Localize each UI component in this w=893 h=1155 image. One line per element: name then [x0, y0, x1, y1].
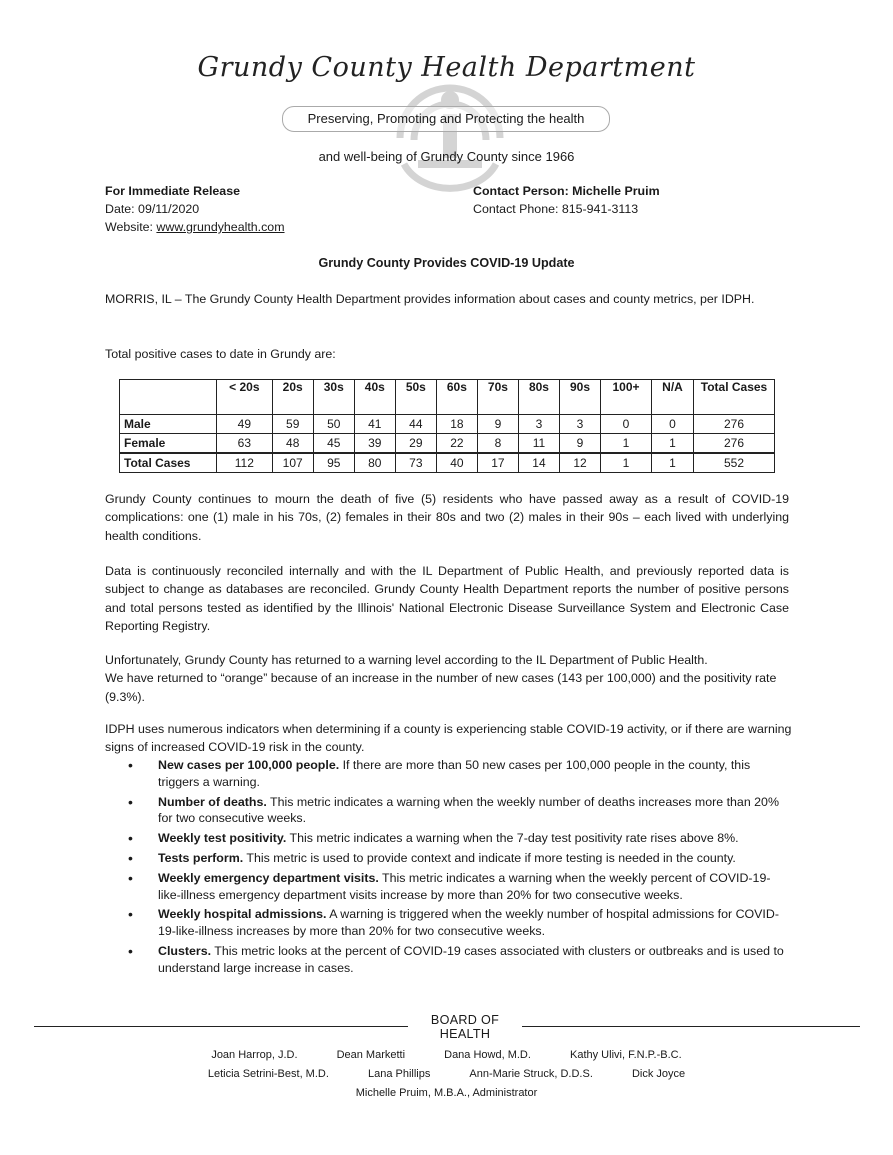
table-header-row	[120, 380, 775, 415]
table-header-cell: 60s	[436, 380, 477, 415]
table-header-cell: 70s	[477, 380, 518, 415]
bullet-title: New cases per 100,000 people.	[158, 758, 340, 772]
board-member: Lana Phillips	[367, 1068, 431, 1080]
table-row-male	[120, 415, 775, 434]
bullet-icon: •	[128, 757, 133, 773]
bullet-title: Weekly test positivity.	[158, 831, 287, 846]
board-member: Dick Joyce	[631, 1068, 686, 1080]
table-cell: 552	[694, 453, 775, 473]
intro-paragraph: MORRIS, IL – The Grundy County Health Department provides information about cases and county metrics, per IDPH.	[105, 292, 755, 306]
bullet-text: This metric looks at the percent of COVID-19 cases associated with clusters or outbreaks and is used to understand large increase in cases.	[158, 943, 784, 975]
board-member: Leticia Setrini-Best, M.D.	[207, 1068, 329, 1080]
warning-paragraph	[105, 651, 805, 706]
board-member: Kathy Ulivi, F.N.P.-B.C.	[570, 1049, 682, 1061]
administrator: Michelle Pruim, M.B.A., Administrator	[355, 1087, 538, 1099]
list-item	[128, 850, 793, 867]
table-cell: 8	[477, 434, 518, 454]
table-cell: 49	[217, 415, 273, 434]
indicator-list	[128, 757, 793, 980]
divider-line-left	[34, 1026, 408, 1027]
table-cell: 9	[560, 434, 601, 454]
row-label: Male	[120, 415, 217, 434]
table-cell: 1	[651, 434, 693, 454]
bullet-icon: •	[128, 869, 133, 886]
board-members-row-2	[0, 1068, 893, 1080]
table-cell: 40	[436, 453, 477, 473]
table-cell: 276	[694, 434, 775, 454]
table-header-cell: 40s	[354, 380, 395, 415]
table-cell: 39	[354, 434, 395, 454]
bullet-title: Tests perform.	[158, 850, 244, 865]
warning-line-2: We have returned to “orange” because of an increase in the number of new cases (143 per 100,000) and the positivity rate (9.3%).	[105, 671, 777, 704]
bullet-icon: •	[128, 906, 133, 923]
bullet-text: This metric indicates a warning when the 7-day test positivity rate rises above 8%.	[286, 831, 739, 846]
table-cell: 17	[477, 453, 518, 473]
table-row-female	[120, 434, 775, 454]
list-item	[128, 943, 793, 977]
table-cell: 1	[651, 453, 693, 473]
table-header-cell: < 20s	[217, 380, 273, 415]
table-cell: 50	[313, 415, 354, 434]
table-header-cell: 50s	[395, 380, 436, 415]
list-item	[128, 906, 793, 940]
table-header-cell: 80s	[518, 380, 559, 415]
board-of-health-label: BOARD OF HEALTH	[430, 1013, 500, 1041]
row-label: Female	[120, 434, 217, 454]
website-link[interactable]: www.grundyhealth.com	[156, 220, 285, 234]
board-member: Joan Harrop, J.D.	[211, 1049, 298, 1061]
warning-line-1: Unfortunately, Grundy County has returned to a warning level according to the IL Department of Public Health.	[105, 653, 708, 667]
divider-line-right	[522, 1026, 860, 1027]
table-cell: 59	[272, 415, 313, 434]
table-cell: 45	[313, 434, 354, 454]
contact-person: Contact Person: Michelle Pruim	[473, 184, 660, 198]
headline: Grundy County Provides COVID-19 Update	[318, 256, 575, 270]
immediate-release-label: For Immediate Release	[105, 184, 240, 198]
cases-by-age-table	[119, 379, 775, 473]
department-title: Grundy County Health Department	[197, 52, 696, 83]
table-cell: 1	[601, 434, 652, 454]
table-cell: 14	[518, 453, 559, 473]
contact-phone: Contact Phone: 815-941-3113	[473, 202, 639, 216]
table-cell: 18	[436, 415, 477, 434]
bullet-icon: •	[128, 793, 133, 810]
bullet-text: If there are more than 50 new cases per 100,000 people in the county, this triggers a warning.	[158, 758, 751, 789]
board-member: Dean Marketti	[336, 1049, 406, 1061]
table-cell: 73	[395, 453, 436, 473]
table-cell: 22	[436, 434, 477, 454]
table-header-cell: 90s	[560, 380, 601, 415]
table-cell: 9	[477, 415, 518, 434]
table-cell: 0	[651, 415, 693, 434]
board-member: Dana Howd, M.D.	[444, 1049, 531, 1061]
table-header-cell: N/A	[651, 380, 693, 415]
deaths-paragraph: Grundy County continues to mourn the death of five (5) residents who have passed away as a result of COVID-19 complications: one (1) male in his 70s, (2) females in their 80s and two (2) males in their 90s – each lived with underlying health conditions.	[105, 492, 789, 543]
bullet-text: A warning is triggered when the weekly number of hospital admissions for COVID-19-like-illness increases by more than 20% for two consecutive weeks.	[158, 907, 779, 939]
website-line	[105, 220, 285, 234]
table-header-cell: 20s	[272, 380, 313, 415]
release-date: Date: 09/11/2020	[105, 202, 200, 216]
table-cell: 112	[217, 453, 273, 473]
list-item	[128, 830, 793, 847]
data-reconciliation-paragraph: Data is continuously reconciled internally and with the IL Department of Public Health, and previously reported data is subject to change as databases are reconciled. Grundy County Health Department reports the number of positive persons and total persons tested as identified by the Illinois' National Electronic Disease Surveillance System and Electronic Case Reporting Registry.	[105, 564, 789, 633]
board-members-row-1	[0, 1049, 893, 1061]
table-cell: 276	[694, 415, 775, 434]
table-cell: 44	[395, 415, 436, 434]
bullet-title: Weekly hospital admissions.	[158, 907, 327, 922]
table-cell: 3	[560, 415, 601, 434]
table-cell: 107	[272, 453, 313, 473]
bullet-text: This metric is used to provide context and indicate if more testing is needed in the county.	[243, 850, 736, 865]
tagline-box: Preserving, Promoting and Protecting the health	[282, 106, 610, 132]
tagline-second-line: and well-being of Grundy County since 1966	[318, 149, 575, 164]
table-header-cell	[120, 380, 217, 415]
table-header-cell: 100+	[601, 380, 652, 415]
bullet-icon: •	[128, 942, 133, 959]
bullet-icon: •	[128, 830, 133, 847]
table-cell: 41	[354, 415, 395, 434]
list-item	[128, 870, 793, 904]
table-cell: 3	[518, 415, 559, 434]
table-cell: 11	[518, 434, 559, 454]
bullet-title: Weekly emergency department visits.	[158, 870, 379, 885]
table-cell: 80	[354, 453, 395, 473]
table-cell: 63	[217, 434, 273, 454]
table-cell: 12	[560, 453, 601, 473]
table-header-cell: 30s	[313, 380, 354, 415]
table-cell: 29	[395, 434, 436, 454]
table-cell: 95	[313, 453, 354, 473]
health-department-logo	[380, 68, 520, 198]
bullet-text: This metric indicates a warning when the weekly percent of COVID-19-like-illness emergency department visits increase by more than 20% for two consecutive weeks.	[158, 870, 771, 902]
board-of-health-divider	[34, 1013, 860, 1041]
board-member: Ann-Marie Struck, D.D.S.	[469, 1068, 593, 1080]
table-header-cell: Total Cases	[694, 380, 775, 415]
bullet-title: Clusters.	[158, 943, 212, 958]
bullet-icon: •	[128, 849, 133, 866]
row-label: Total Cases	[120, 453, 217, 473]
bullet-text: This metric indicates a warning when the weekly number of deaths increases more than 20% for two consecutive weeks.	[158, 794, 779, 826]
table-cell: 48	[272, 434, 313, 454]
total-cases-label: Total positive cases to date in Grundy are:	[105, 347, 336, 361]
bullet-title: Number of deaths.	[158, 794, 267, 809]
idph-paragraph: IDPH uses numerous indicators when determining if a county is experiencing stable COVID-19 activity, or if there are warning signs of increased COVID-19 risk in the county.	[105, 722, 792, 755]
list-item	[128, 757, 793, 791]
table-row-total	[120, 453, 775, 473]
website-label: Website:	[105, 220, 157, 234]
list-item	[128, 794, 793, 828]
table-cell: 1	[601, 453, 652, 473]
table-cell: 0	[601, 415, 652, 434]
